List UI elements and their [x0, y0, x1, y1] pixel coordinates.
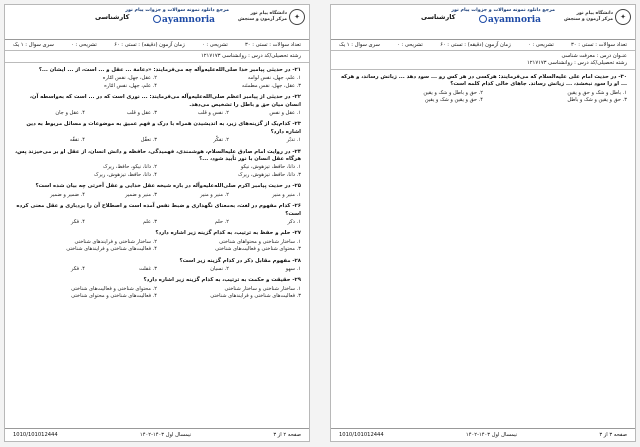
option-3[interactable]: ۳. تعقّل: [140, 137, 157, 144]
site-banner: [451, 8, 555, 25]
option-4[interactable]: ۴. حق و یقین و شک و یقین: [424, 97, 483, 104]
site-tagline: مرجع دانلود نمونه سوالات و جزوات پیام نور: [125, 8, 229, 13]
option-1[interactable]: ۱. ذکر: [287, 218, 301, 225]
question-list: [331, 74, 635, 105]
essay-time: تشریحی : ۰: [70, 42, 97, 48]
option-3[interactable]: ۳. عقل و قلب: [126, 110, 157, 117]
page-footer: [331, 428, 635, 441]
page-footer: [5, 428, 309, 441]
term: نیمسال اول ۱۴۰۳-۱۴۰۲: [465, 432, 518, 438]
option-4[interactable]: ۴. تفقّه: [69, 137, 85, 144]
exam-time: زمان آزمون (دقیقه) : تستی : ۶۰: [114, 42, 185, 48]
exam-type: کارشناسی: [95, 13, 130, 21]
option-2[interactable]: ۲. عقل، جهل، نفس امّاره: [102, 75, 157, 82]
question-count: تعداد سوالات : تستی : ۳۰: [244, 42, 301, 48]
page-header: [331, 5, 635, 40]
course-info: [331, 51, 635, 70]
brand-p-icon: [479, 15, 487, 23]
option-4[interactable]: ۴. فعالیت‌های شناختی و فرایندهای شناختی: [66, 246, 157, 253]
question-series: سری سوال : ۱ یک: [339, 42, 380, 48]
option-2[interactable]: ۲. تفکّر: [213, 137, 229, 144]
exam-code: 1010/101012444: [339, 432, 384, 438]
question-29: ۲۹- حقیقت و حکمت به ترتیب، به کدام گزینه زیر اشاره دارد؟ ۱. ساختار شناختی و ساختار شناختی ۲. محتوای شناختی و فعالیت‌های شناختی ۳. فعالیت‌های شناختی و فرایندهای شناختی ۴. فعالیت‌های شناختی و محتوای شناختی: [13, 277, 301, 300]
option-2[interactable]: ۲. منیر و منیر: [200, 191, 229, 198]
question-24: ۲۴- در روایت امام صادق علیه‌السلام، هوشمندی، فهمیدگی، حافظه و دانش انسان، از عقل او بر می‌خیزند پس، هرگاه عقل انسان با نور تأیید شود، ...؟ ۱. دانا، حافظ، تیزهوش، نیکو ۲. دانا، نیکو، حافظ، زیرک ۳. دانا، حافظ، تیزهوش، زیرک ۴. دانا، حافظ، تیزهوش، زیرک: [13, 149, 301, 180]
university-name: دانشگاه پیام نور: [250, 11, 287, 16]
option-3[interactable]: ۳. دانا، حافظ، تیزهوش، زیرک: [238, 171, 301, 178]
option-2[interactable]: ۲. ساختار شناختی و فرایندهای شناختی: [74, 238, 157, 245]
option-1[interactable]: ۱. تدبّر: [286, 137, 301, 144]
exam-info-row: [5, 40, 309, 51]
question-27: ۲۷- حلم و حفظ به ترتیب، به کدام گزینه زیر اشاره دارد؟ ۱. ساختار شناختی و محتواهای شناختی ۲. ساختار شناختی و فرایندهای شناختی ۳. محتوای شناختی و فعالیت‌های شناختی ۴. فعالیت‌های شناختی و فرایندهای شناختی: [13, 230, 301, 253]
exam-page-2: [4, 4, 310, 442]
exam-time: زمان آزمون (دقیقه) : تستی : ۶۰: [440, 42, 511, 48]
exam-code: 1010/101012444: [13, 432, 58, 438]
option-2[interactable]: ۲. نسیان: [210, 265, 229, 272]
exam-type: کارشناسی: [421, 13, 456, 21]
exam-page-3: [330, 4, 636, 442]
question-count: تعداد سوالات : تستی : ۳۰: [570, 42, 627, 48]
option-1[interactable]: ۱. باطل و شک و حق و یقین: [567, 89, 627, 96]
site-banner: [125, 8, 229, 25]
university-center: مرکز آزمون و سنجش: [564, 17, 613, 22]
option-3[interactable]: ۳. محتوای شناختی و فعالیت‌های شناختی: [215, 246, 301, 253]
page-number: صفحه ۲ از ۳: [273, 432, 301, 438]
option-3[interactable]: ۳. غفلت: [139, 265, 157, 272]
option-2[interactable]: ۲. نفس و قلب: [197, 110, 229, 117]
option-3[interactable]: ۳. منیر و ضمیر: [125, 191, 157, 198]
option-3[interactable]: ۳. فعالیت‌های شناختی و فرایندهای شناختی: [210, 293, 301, 300]
option-4[interactable]: ۴. ضمیر و ضمیر: [50, 191, 85, 198]
course-code: رشته تحصیلی/کد درس : روانشناسی ۱۲۱۷۱۷۳: [5, 51, 309, 63]
site-brand: ayamnoria: [465, 15, 555, 25]
essay-time: تشریحی : ۰: [396, 42, 423, 48]
essay-count: تشریحی : ۰: [201, 42, 228, 48]
question-30: ۳۰- در حدیث امام علی علیه‌السلام که می‌فرمایند: هرکسی در هر کس رو ... سود دهد ... زبانش رساند، و هرکه ... او را سود نبخشد، ... زیانش رساند. جاهای خالی کدام کلمه است؟ ۱. باطل و شک و حق و یقین ۲. حق و باطل و شک و یقین ۳. حق و یقین و شک و باطل ۴. حق و یقین و شک و یقین: [340, 74, 627, 104]
option-4[interactable]: ۴. فکر: [70, 218, 85, 225]
university-logo: [561, 9, 631, 25]
option-2[interactable]: ۲. حلم: [214, 218, 229, 225]
term: نیمسال اول ۱۴۰۳-۱۴۰۲: [139, 432, 192, 438]
site-tagline: مرجع دانلود نمونه سوالات و جزوات پیام نور: [451, 8, 555, 13]
university-logo: [235, 9, 305, 25]
question-22: ۲۲- در حدیثی از پیامبر اعظم صلی‌الله‌علیه‌وآله می‌فرمایند: ... نوری است که در ... است که به‌واسطه آن، انسان میان حق و باطل را تشخیص می‌دهد. ۱. عقل و نفس ۲. نفس و قلب ۳. عقل و قلب ۴. عقل و جان: [13, 94, 301, 117]
exam-info-row: [331, 40, 635, 51]
option-4[interactable]: ۴. علم، جهل، نفس امّاره: [104, 82, 157, 89]
option-4[interactable]: ۴. دانا، حافظ، تیزهوش، زیرک: [94, 171, 157, 178]
option-4[interactable]: ۴. فعالیت‌های شناختی و محتوای شناختی: [71, 293, 157, 300]
brand-p-icon: [153, 15, 161, 23]
site-brand: ayamnoria: [139, 15, 229, 25]
option-3[interactable]: ۳. حق و یقین و شک و باطل: [567, 97, 627, 104]
university-emblem-icon: ✦: [615, 9, 631, 25]
university-center: مرکز آزمون و سنجش: [238, 17, 287, 22]
option-2[interactable]: ۲. دانا، نیکو، حافظ، زیرک: [102, 164, 157, 171]
option-1[interactable]: ۱. منیر و منیر: [272, 191, 301, 198]
option-2[interactable]: ۲. حق و باطل و شک و یقین: [423, 89, 483, 96]
page-number: صفحه ۳ از ۳: [599, 432, 627, 438]
course-title: عنـوان درس : معرفت شناسی: [561, 53, 627, 59]
question-21: ۲۱- در حدیثی پیامبر خدا صلی‌الله‌علیه‌وآله چه می‌فرمایند: «دعامة ... عقل و ... است، از ... ایشان ...؟ ۱. علم، جهل، نفس لوامه ۲. عقل، جهل، نفس امّاره ۳. عقل، جهل، نفس مطمئنه ۴. علم، جهل، نفس امّاره: [13, 67, 301, 90]
page-header: [5, 5, 309, 40]
question-28: ۲۸- مفهوم مقابل ذکر در کدام گزینه زیر است؟ ۱. سهو ۲. نسیان ۳. غفلت ۴. فکر: [13, 258, 301, 274]
question-25: ۲۵- در حدیث پیامبر اکرم صلی‌الله‌علیه‌وآله در باره شیخه عقل خدایی و عقل آخرتی چه بیان شده است؟ ۱. منیر و منیر ۲. منیر و منیر ۳. منیر و ضمیر ۴. ضمیر و ضمیر: [13, 183, 301, 199]
option-3[interactable]: ۳. عقل، جهل، نفس مطمئنه: [241, 82, 301, 89]
question-23: ۲۳- کدام‌یک از گزینه‌های زیر، به اندیشیدن همراه با درک و فهم عمیق به موضوعات و مسائل مربوط به دین اشاره دارد؟ ۱. تدبّر ۲. تفکّر ۳. تعقّل ۴. تفقّه: [13, 121, 301, 144]
option-2[interactable]: ۲. محتوای شناختی و فعالیت‌های شناختی: [71, 285, 157, 292]
option-4[interactable]: ۴. فکر: [70, 265, 85, 272]
question-list: [5, 67, 309, 301]
university-name: دانشگاه پیام نور: [576, 11, 613, 16]
essay-count: تشریحی : ۰: [527, 42, 554, 48]
question-series: سری سوال : ۱ یک: [13, 42, 54, 48]
course-code: رشته تحصیلی/کد درس : روانشناسی ۱۲۱۷۱۷۳: [526, 60, 627, 66]
option-1[interactable]: ۱. علم، جهل، نفس لوامه: [247, 75, 301, 82]
option-4[interactable]: ۴. عقل و جان: [55, 110, 85, 117]
question-26: ۲۶- کدام مفهوم در لغت، به‌معنای نگهداری و ضبط نفس آمده است و اصطلاح آن را بردباری و عقل معنی کرده است؟ ۱. ذکر ۲. حلم ۳. علم ۴. فکر: [13, 203, 301, 226]
option-1[interactable]: ۱. ساختار شناختی و محتواهای شناختی: [219, 238, 301, 245]
option-1[interactable]: ۱. دانا، حافظ، تیزهوش، نیکو: [240, 164, 301, 171]
option-1[interactable]: ۱. ساختار شناختی و ساختار شناختی: [224, 285, 301, 292]
option-3[interactable]: ۳. علم: [142, 218, 157, 225]
option-1[interactable]: ۱. سهو: [285, 265, 301, 272]
university-emblem-icon: ✦: [289, 9, 305, 25]
option-1[interactable]: ۱. عقل و نفس: [269, 110, 301, 117]
